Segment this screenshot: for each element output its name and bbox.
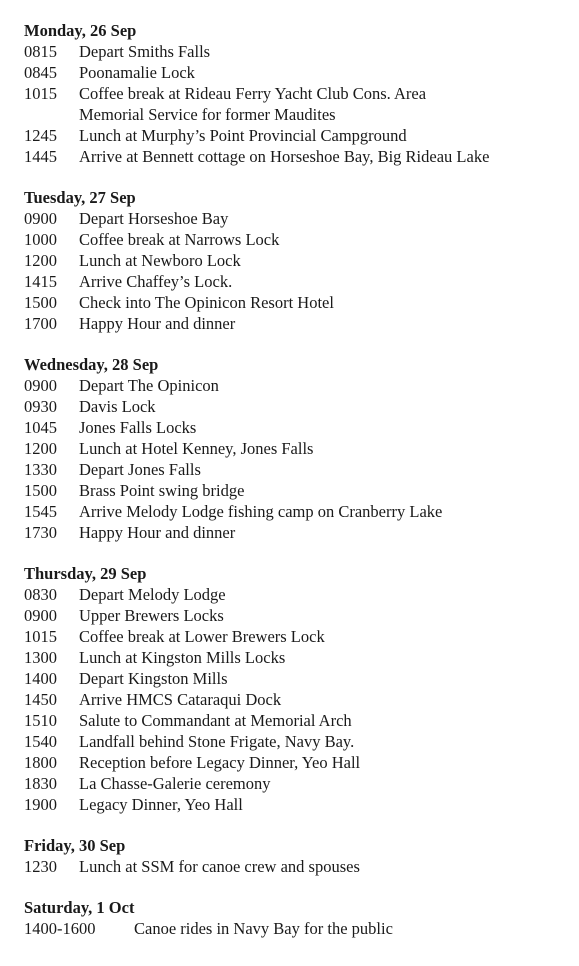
entry-description: Coffee break at Rideau Ferry Yacht Club Cons. Area Memorial Service for former Maudites xyxy=(79,84,427,124)
schedule-entry xyxy=(24,271,572,292)
entry-description: Coffee break at Lower Brewers Lock xyxy=(79,627,325,646)
schedule-entry xyxy=(24,773,572,794)
entry-time: 1230 xyxy=(24,857,57,876)
entry-time: 1400 xyxy=(24,669,57,688)
schedule-entry xyxy=(24,794,572,815)
entry-description: Reception before Legacy Dinner, Yeo Hall xyxy=(79,753,361,772)
schedule-entry xyxy=(24,522,572,543)
entry-time: 1730 xyxy=(24,523,57,542)
schedule-entry xyxy=(24,626,572,647)
day-heading: Tuesday, 27 Sep xyxy=(24,188,136,207)
day-section xyxy=(24,835,572,877)
entry-description: Canoe rides in Navy Bay for the public xyxy=(134,919,393,938)
entry-time: 1045 xyxy=(24,418,57,437)
day-heading: Saturday, 1 Oct xyxy=(24,898,135,917)
schedule-entry xyxy=(24,375,572,396)
entry-description: Coffee break at Narrows Lock xyxy=(79,230,280,249)
schedule-entry xyxy=(24,501,572,522)
schedule-entry xyxy=(24,647,572,668)
entry-description: Check into The Opinicon Resort Hotel xyxy=(79,293,334,312)
entry-time: 1200 xyxy=(24,439,57,458)
entry-time: 1500 xyxy=(24,293,57,312)
schedule-entry xyxy=(24,480,572,501)
entry-time: 0900 xyxy=(24,606,57,625)
entry-description: Brass Point swing bridge xyxy=(79,481,245,500)
entry-time: 1450 xyxy=(24,690,57,709)
entry-description: Poonamalie Lock xyxy=(79,63,195,82)
entry-description: Depart Kingston Mills xyxy=(79,669,228,688)
day-section xyxy=(24,563,572,815)
schedule-entry xyxy=(24,605,572,626)
schedule-entry xyxy=(24,125,572,146)
entry-time: 1510 xyxy=(24,711,57,730)
schedule-entry xyxy=(24,710,572,731)
schedule-entry xyxy=(24,396,572,417)
schedule-entry xyxy=(24,229,572,250)
entry-time: 1545 xyxy=(24,502,57,521)
entry-description: Lunch at Newboro Lock xyxy=(79,251,241,270)
entry-time: 1800 xyxy=(24,753,57,772)
entry-time: 1015 xyxy=(24,84,57,103)
entry-description: Happy Hour and dinner xyxy=(79,314,236,333)
entry-description: Arrive Melody Lodge fishing camp on Cranberry Lake xyxy=(79,502,443,521)
entry-time: 0900 xyxy=(24,376,57,395)
schedule-entry xyxy=(24,856,572,877)
schedule-entry xyxy=(24,146,572,167)
entry-description: Lunch at Murphy’s Point Provincial Campground xyxy=(79,126,407,145)
day-heading: Friday, 30 Sep xyxy=(24,836,126,855)
schedule-entry xyxy=(24,417,572,438)
entry-description: Happy Hour and dinner xyxy=(79,523,236,542)
entry-time: 0845 xyxy=(24,63,57,82)
entry-description: La Chasse-Galerie ceremony xyxy=(79,774,271,793)
entry-time: 1400-1600 xyxy=(24,919,96,938)
day-heading: Thursday, 29 Sep xyxy=(24,564,147,583)
schedule-entry xyxy=(24,41,572,62)
schedule-entry xyxy=(24,62,572,83)
day-section xyxy=(24,187,572,334)
schedule-entry xyxy=(24,584,572,605)
entry-time: 1830 xyxy=(24,774,57,793)
entry-description: Arrive at Bennett cottage on Horseshoe Bay, Big Rideau Lake xyxy=(79,147,490,166)
schedule-entry xyxy=(24,459,572,480)
entry-time: 1000 xyxy=(24,230,57,249)
entry-description: Lunch at SSM for canoe crew and spouses xyxy=(79,857,360,876)
entry-time: 1540 xyxy=(24,732,57,751)
entry-description: Depart Smiths Falls xyxy=(79,42,211,61)
entry-description: Depart The Opinicon xyxy=(79,376,219,395)
entry-time: 1700 xyxy=(24,314,57,333)
schedule-entry xyxy=(24,438,572,459)
schedule-entry xyxy=(24,731,572,752)
entry-time: 1330 xyxy=(24,460,57,479)
entry-description: Salute to Commandant at Memorial Arch xyxy=(79,711,352,730)
entry-time: 1900 xyxy=(24,795,57,814)
schedule-entry xyxy=(24,208,572,229)
entry-description: Davis Lock xyxy=(79,397,156,416)
day-section xyxy=(24,897,572,939)
entry-time: 0930 xyxy=(24,397,57,416)
entry-description: Jones Falls Locks xyxy=(79,418,197,437)
entry-time: 0815 xyxy=(24,42,57,61)
schedule-entry xyxy=(24,918,572,939)
entry-description: Arrive Chaffey’s Lock. xyxy=(79,272,233,291)
day-heading: Monday, 26 Sep xyxy=(24,21,137,40)
day-section xyxy=(24,354,572,543)
schedule-entry xyxy=(24,83,572,125)
entry-description: Depart Horseshoe Bay xyxy=(79,209,229,228)
schedule-entry xyxy=(24,292,572,313)
entry-description: Upper Brewers Locks xyxy=(79,606,224,625)
entry-description: Depart Jones Falls xyxy=(79,460,201,479)
schedule-entry xyxy=(24,313,572,334)
entry-time: 1415 xyxy=(24,272,57,291)
entry-time: 1200 xyxy=(24,251,57,270)
day-heading: Wednesday, 28 Sep xyxy=(24,355,159,374)
entry-time: 1500 xyxy=(24,481,57,500)
schedule-entry xyxy=(24,250,572,271)
schedule-document xyxy=(24,20,572,959)
schedule-entry xyxy=(24,668,572,689)
entry-description: Legacy Dinner, Yeo Hall xyxy=(79,795,243,814)
entry-time: 0830 xyxy=(24,585,57,604)
schedule-entry xyxy=(24,689,572,710)
entry-description: Arrive HMCS Cataraqui Dock xyxy=(79,690,282,709)
entry-time: 1245 xyxy=(24,126,57,145)
entry-description: Lunch at Kingston Mills Locks xyxy=(79,648,286,667)
entry-time: 0900 xyxy=(24,209,57,228)
entry-description: Depart Melody Lodge xyxy=(79,585,226,604)
schedule-entry xyxy=(24,752,572,773)
entry-time: 1015 xyxy=(24,627,57,646)
entry-description: Lunch at Hotel Kenney, Jones Falls xyxy=(79,439,314,458)
entry-description: Landfall behind Stone Frigate, Navy Bay. xyxy=(79,732,355,751)
entry-time: 1445 xyxy=(24,147,57,166)
day-section xyxy=(24,20,572,167)
entry-time: 1300 xyxy=(24,648,57,667)
